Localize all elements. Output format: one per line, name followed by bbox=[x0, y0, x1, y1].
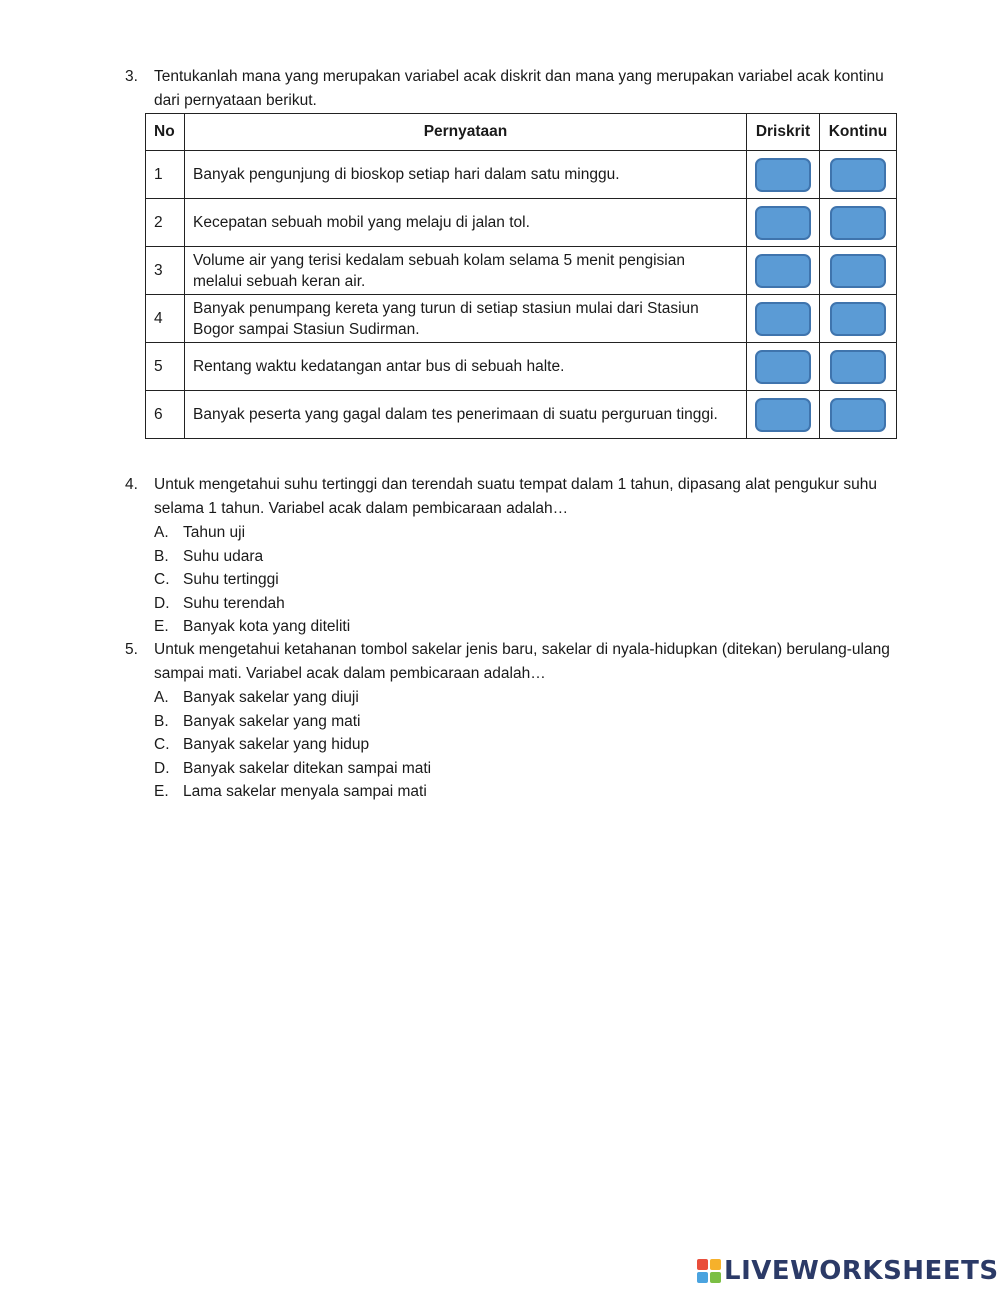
option-text: Banyak sakelar yang mati bbox=[183, 712, 361, 730]
option-text: Banyak sakelar yang diuji bbox=[183, 689, 359, 706]
discrete-answer-box[interactable] bbox=[755, 398, 811, 432]
option-text: Suhu udara bbox=[183, 547, 264, 565]
option bbox=[154, 733, 905, 757]
option-letter: D. bbox=[154, 759, 170, 777]
question-5-options bbox=[154, 686, 905, 804]
question-3 bbox=[125, 65, 905, 113]
row-statement: Volume air yang terisi kedalam sebuah kolam selama 5 menit pengisian melalui sebuah keran air. bbox=[184, 247, 746, 295]
option-letter: E. bbox=[154, 618, 169, 636]
continuous-answer-box[interactable] bbox=[830, 302, 886, 336]
option-text: Banyak kota yang diteliti bbox=[183, 618, 351, 636]
statements-table bbox=[145, 113, 897, 439]
table-header-row bbox=[146, 114, 897, 151]
option-letter: B. bbox=[154, 547, 169, 565]
option-text: Banyak sakelar yang hidup bbox=[183, 736, 370, 754]
option bbox=[154, 710, 905, 734]
row-statement: Kecepatan sebuah mobil yang melaju di jalan tol. bbox=[184, 199, 746, 247]
discrete-answer-box[interactable] bbox=[755, 158, 811, 192]
table-row bbox=[146, 391, 897, 439]
header-no: No bbox=[146, 114, 185, 151]
question-5-number: 5. bbox=[125, 641, 138, 658]
table-row bbox=[146, 343, 897, 391]
liveworksheets-logo[interactable] bbox=[697, 1256, 999, 1286]
option-text: Lama sakelar menyala sampai mati bbox=[183, 783, 427, 801]
question-4 bbox=[125, 473, 905, 639]
option-text: Tahun uji bbox=[183, 524, 246, 541]
option bbox=[154, 780, 905, 804]
question-5-text: Untuk mengetahui ketahanan tombol sakelar jenis baru, sakelar di nyala-hidupkan (ditekan) berulang-ulang sampai mati. Variabel acak dalam pembicaraan adalah… bbox=[154, 641, 890, 682]
continuous-answer-box[interactable] bbox=[830, 206, 886, 240]
header-statement: Pernyataan bbox=[184, 114, 746, 151]
question-3-text: Tentukanlah mana yang merupakan variabel acak diskrit dan mana yang merupakan variabel acak kontinu dari pernyataan berikut. bbox=[154, 68, 884, 109]
continuous-answer-box[interactable] bbox=[830, 350, 886, 384]
option bbox=[154, 592, 905, 616]
continuous-answer-box[interactable] bbox=[830, 158, 886, 192]
row-no: 6 bbox=[146, 391, 185, 439]
option-letter: E. bbox=[154, 783, 169, 801]
option bbox=[154, 521, 905, 545]
row-statement: Banyak pengunjung di bioskop setiap hari dalam satu minggu. bbox=[184, 151, 746, 199]
logo-tile bbox=[710, 1272, 721, 1283]
question-4-options bbox=[154, 521, 905, 639]
continuous-answer-box[interactable] bbox=[830, 398, 886, 432]
table-row bbox=[146, 295, 897, 343]
row-statement: Banyak peserta yang gagal dalam tes penerimaan di suatu perguruan tinggi. bbox=[184, 391, 746, 439]
table-row bbox=[146, 151, 897, 199]
option-letter: B. bbox=[154, 712, 169, 730]
table-row bbox=[146, 199, 897, 247]
logo-text: LIVEWORKSHEETS bbox=[724, 1256, 999, 1286]
option-text: Suhu tertinggi bbox=[183, 571, 279, 589]
option-letter: A. bbox=[154, 524, 169, 541]
row-statement: Rentang waktu kedatangan antar bus di sebuah halte. bbox=[184, 343, 746, 391]
row-no: 2 bbox=[146, 199, 185, 247]
row-no: 4 bbox=[146, 295, 185, 343]
logo-tile bbox=[697, 1259, 708, 1270]
option bbox=[154, 686, 905, 710]
option-letter: A. bbox=[154, 689, 169, 706]
logo-icon bbox=[697, 1259, 721, 1283]
logo-tile bbox=[697, 1272, 708, 1283]
option-letter: D. bbox=[154, 594, 170, 612]
discrete-answer-box[interactable] bbox=[755, 302, 811, 336]
discrete-answer-box[interactable] bbox=[755, 254, 811, 288]
row-statement: Banyak penumpang kereta yang turun di setiap stasiun mulai dari Stasiun Bogor sampai Stasiun Sudirman. bbox=[184, 295, 746, 343]
row-no: 3 bbox=[146, 247, 185, 295]
question-4-text: Untuk mengetahui suhu tertinggi dan terendah suatu tempat dalam 1 tahun, dipasang alat pengukur suhu selama 1 tahun. Variabel acak dalam pembicaraan adalah… bbox=[154, 476, 877, 517]
header-continuous: Kontinu bbox=[819, 114, 896, 151]
question-4-number: 4. bbox=[125, 476, 138, 493]
logo-tile bbox=[710, 1259, 721, 1270]
option-text: Banyak sakelar ditekan sampai mati bbox=[183, 759, 432, 777]
continuous-answer-box[interactable] bbox=[830, 254, 886, 288]
option bbox=[154, 568, 905, 592]
row-no: 1 bbox=[146, 151, 185, 199]
header-discrete: Driskrit bbox=[746, 114, 819, 151]
question-5 bbox=[125, 638, 905, 804]
option-letter: C. bbox=[154, 736, 170, 754]
option bbox=[154, 757, 905, 781]
question-3-number: 3. bbox=[125, 68, 138, 85]
discrete-answer-box[interactable] bbox=[755, 206, 811, 240]
row-no: 5 bbox=[146, 343, 185, 391]
option bbox=[154, 615, 905, 639]
table-row bbox=[146, 247, 897, 295]
option-letter: C. bbox=[154, 571, 170, 589]
option bbox=[154, 545, 905, 569]
option-text: Suhu terendah bbox=[183, 594, 285, 612]
discrete-answer-box[interactable] bbox=[755, 350, 811, 384]
